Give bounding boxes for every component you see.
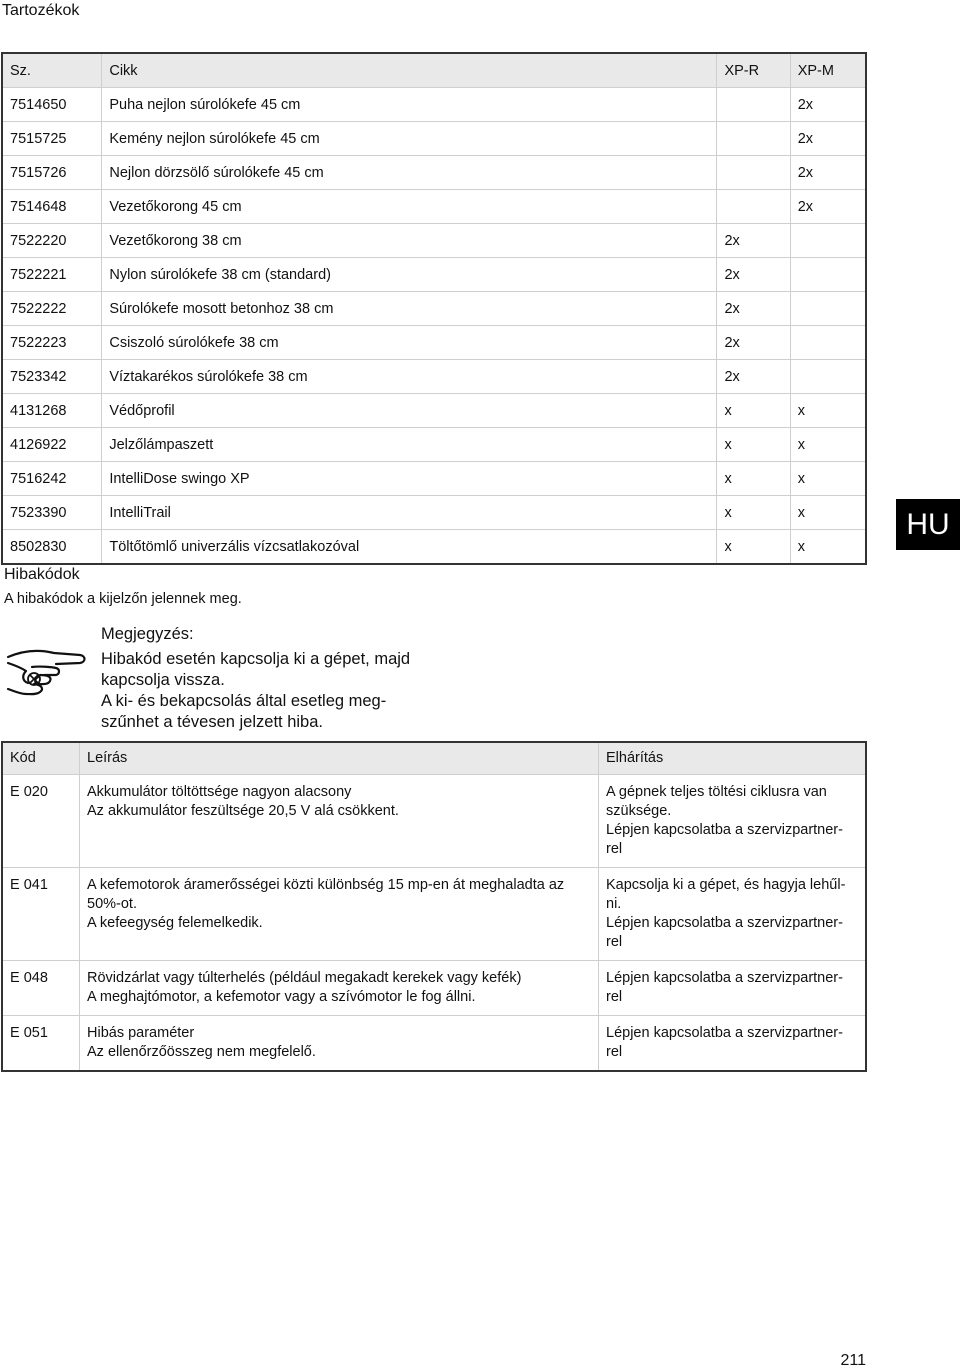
- cell-xpm: x: [790, 394, 866, 428]
- cell-line: A kefeegység felemelkedik.: [87, 915, 263, 931]
- cell-xpm: 2x: [790, 156, 866, 190]
- cell-no: 7523390: [2, 496, 102, 530]
- table-row: [2, 122, 866, 156]
- header-item: Cikk: [102, 53, 717, 88]
- table-row: [2, 1016, 866, 1072]
- cell-xpr: 2x: [717, 326, 790, 360]
- error-codes-title: Hibakódok: [4, 566, 80, 583]
- cell-line: Lépjen kapcsolatba a szervizpartner-: [606, 970, 843, 986]
- cell-xpr: [717, 156, 790, 190]
- table-row: [2, 530, 866, 565]
- header-no: Sz.: [2, 53, 102, 88]
- cell-xpm: 2x: [790, 190, 866, 224]
- cell-item: Csiszoló súrolókefe 38 cm: [102, 326, 717, 360]
- accessories-table: [1, 52, 867, 565]
- cell-desc: [80, 868, 599, 961]
- cell-xpm: x: [790, 462, 866, 496]
- cell-xpr: x: [717, 428, 790, 462]
- cell-no: 4131268: [2, 394, 102, 428]
- error-codes-table: [1, 741, 867, 1072]
- cell-xpr: x: [717, 394, 790, 428]
- cell-code: E 048: [2, 961, 80, 1016]
- table-row: [2, 190, 866, 224]
- error-header-row: [2, 742, 866, 775]
- cell-code: E 051: [2, 1016, 80, 1072]
- cell-line: Rövidzárlat vagy túlterhelés (például megakadt kerekek vagy kefék): [87, 970, 522, 986]
- cell-item: Töltőtömlő univerzális vízcsatlakozóval: [102, 530, 717, 565]
- cell-item: Víztakarékos súrolókefe 38 cm: [102, 360, 717, 394]
- cell-fix: [599, 775, 867, 868]
- cell-xpm: x: [790, 428, 866, 462]
- cell-xpr: x: [717, 462, 790, 496]
- table-row: [2, 462, 866, 496]
- cell-fix: [599, 1016, 867, 1072]
- pointing-hand-icon: [4, 641, 86, 703]
- note-title: Megjegyzés:: [101, 625, 194, 643]
- cell-xpm: [790, 292, 866, 326]
- cell-line: Hibás paraméter: [87, 1025, 195, 1041]
- cell-desc: [80, 775, 599, 868]
- cell-no: 7515726: [2, 156, 102, 190]
- cell-item: Védőprofil: [102, 394, 717, 428]
- cell-xpr: 2x: [717, 360, 790, 394]
- cell-line: rel: [606, 989, 623, 1005]
- cell-xpm: 2x: [790, 122, 866, 156]
- cell-item: Nejlon dörzsölő súrolókefe 45 cm: [102, 156, 717, 190]
- cell-no: 7514648: [2, 190, 102, 224]
- table-row: [2, 88, 866, 122]
- error-codes-intro: A hibakódok a kijelzőn jelennek meg.: [4, 591, 242, 607]
- cell-desc: [80, 961, 599, 1016]
- accessories-header-row: [2, 53, 866, 88]
- cell-xpr: x: [717, 496, 790, 530]
- table-row: [2, 394, 866, 428]
- table-row: [2, 496, 866, 530]
- cell-line: 50%-ot.: [87, 896, 137, 912]
- cell-item: Jelzőlámpaszett: [102, 428, 717, 462]
- cell-xpm: [790, 258, 866, 292]
- cell-xpr: 2x: [717, 224, 790, 258]
- note-line: A ki- és bekapcsolás által esetleg meg-: [101, 692, 387, 710]
- cell-xpr: x: [717, 530, 790, 565]
- section-title: Tartozékok: [2, 2, 80, 19]
- cell-item: IntelliTrail: [102, 496, 717, 530]
- cell-code: E 020: [2, 775, 80, 868]
- table-row: [2, 868, 866, 961]
- cell-line: Az ellenőrzőösszeg nem megfelelő.: [87, 1044, 316, 1060]
- table-row: [2, 156, 866, 190]
- table-row: [2, 360, 866, 394]
- error-body: [2, 775, 866, 1072]
- cell-line: rel: [606, 841, 623, 857]
- cell-line: ni.: [606, 896, 622, 912]
- cell-line: Akkumulátor töltöttsége nagyon alacsony: [87, 784, 352, 800]
- cell-xpm: x: [790, 496, 866, 530]
- table-row: [2, 428, 866, 462]
- cell-line: Lépjen kapcsolatba a szervizpartner-: [606, 915, 843, 931]
- cell-item: Vezetőkorong 38 cm: [102, 224, 717, 258]
- note-line: Hibakód esetén kapcsolja ki a gépet, majd: [101, 650, 411, 668]
- cell-item: Súrolókefe mosott betonhoz 38 cm: [102, 292, 717, 326]
- cell-no: 7522222: [2, 292, 102, 326]
- cell-item: Puha nejlon súrolókefe 45 cm: [102, 88, 717, 122]
- cell-no: 8502830: [2, 530, 102, 565]
- cell-xpr: [717, 122, 790, 156]
- cell-fix: [599, 961, 867, 1016]
- cell-desc: [80, 1016, 599, 1072]
- cell-fix: [599, 868, 867, 961]
- table-row: [2, 326, 866, 360]
- cell-xpm: [790, 224, 866, 258]
- cell-line: A meghajtómotor, a kefemotor vagy a szívómotor le fog állni.: [87, 989, 476, 1005]
- cell-line: A kefemotorok áramerősségei közti különbség 15 mp-en át meghaladta az: [87, 877, 565, 893]
- cell-line: rel: [606, 1044, 623, 1060]
- cell-no: 7514650: [2, 88, 102, 122]
- cell-no: 7522220: [2, 224, 102, 258]
- note-line: kapcsolja vissza.: [101, 671, 225, 689]
- cell-item: Nylon súrolókefe 38 cm (standard): [102, 258, 717, 292]
- table-row: [2, 775, 866, 868]
- header-xpr: XP-R: [717, 53, 790, 88]
- page-number: 211: [840, 1352, 866, 1369]
- table-row: [2, 292, 866, 326]
- header-desc: Leírás: [80, 742, 599, 775]
- header-code: Kód: [2, 742, 80, 775]
- cell-xpm: [790, 326, 866, 360]
- cell-no: 7516242: [2, 462, 102, 496]
- note-box: [101, 624, 431, 733]
- cell-xpm: x: [790, 530, 866, 565]
- cell-line: Az akkumulátor feszültsége 20,5 V alá csökkent.: [87, 803, 399, 819]
- cell-xpr: [717, 190, 790, 224]
- cell-xpr: [717, 88, 790, 122]
- cell-no: 7515725: [2, 122, 102, 156]
- cell-xpr: 2x: [717, 258, 790, 292]
- language-tab: HU: [896, 499, 960, 550]
- cell-item: IntelliDose swingo XP: [102, 462, 717, 496]
- note-line: szűnhet a tévesen jelzett hiba.: [101, 713, 323, 731]
- cell-line: szüksége.: [606, 803, 672, 819]
- accessories-body: [2, 88, 866, 565]
- table-row: [2, 258, 866, 292]
- cell-code: E 041: [2, 868, 80, 961]
- table-row: [2, 224, 866, 258]
- cell-xpr: 2x: [717, 292, 790, 326]
- cell-no: 7523342: [2, 360, 102, 394]
- cell-line: Kapcsolja ki a gépet, és hagyja lehűl-: [606, 877, 846, 893]
- cell-no: 7522223: [2, 326, 102, 360]
- cell-item: Vezetőkorong 45 cm: [102, 190, 717, 224]
- header-fix: Elhárítás: [599, 742, 867, 775]
- cell-no: 4126922: [2, 428, 102, 462]
- cell-xpm: 2x: [790, 88, 866, 122]
- cell-line: Lépjen kapcsolatba a szervizpartner-: [606, 822, 843, 838]
- cell-line: Lépjen kapcsolatba a szervizpartner-: [606, 1025, 843, 1041]
- cell-line: A gépnek teljes töltési ciklusra van: [606, 784, 827, 800]
- header-xpm: XP-M: [790, 53, 866, 88]
- cell-xpm: [790, 360, 866, 394]
- cell-item: Kemény nejlon súrolókefe 45 cm: [102, 122, 717, 156]
- cell-no: 7522221: [2, 258, 102, 292]
- cell-line: rel: [606, 934, 623, 950]
- table-row: [2, 961, 866, 1016]
